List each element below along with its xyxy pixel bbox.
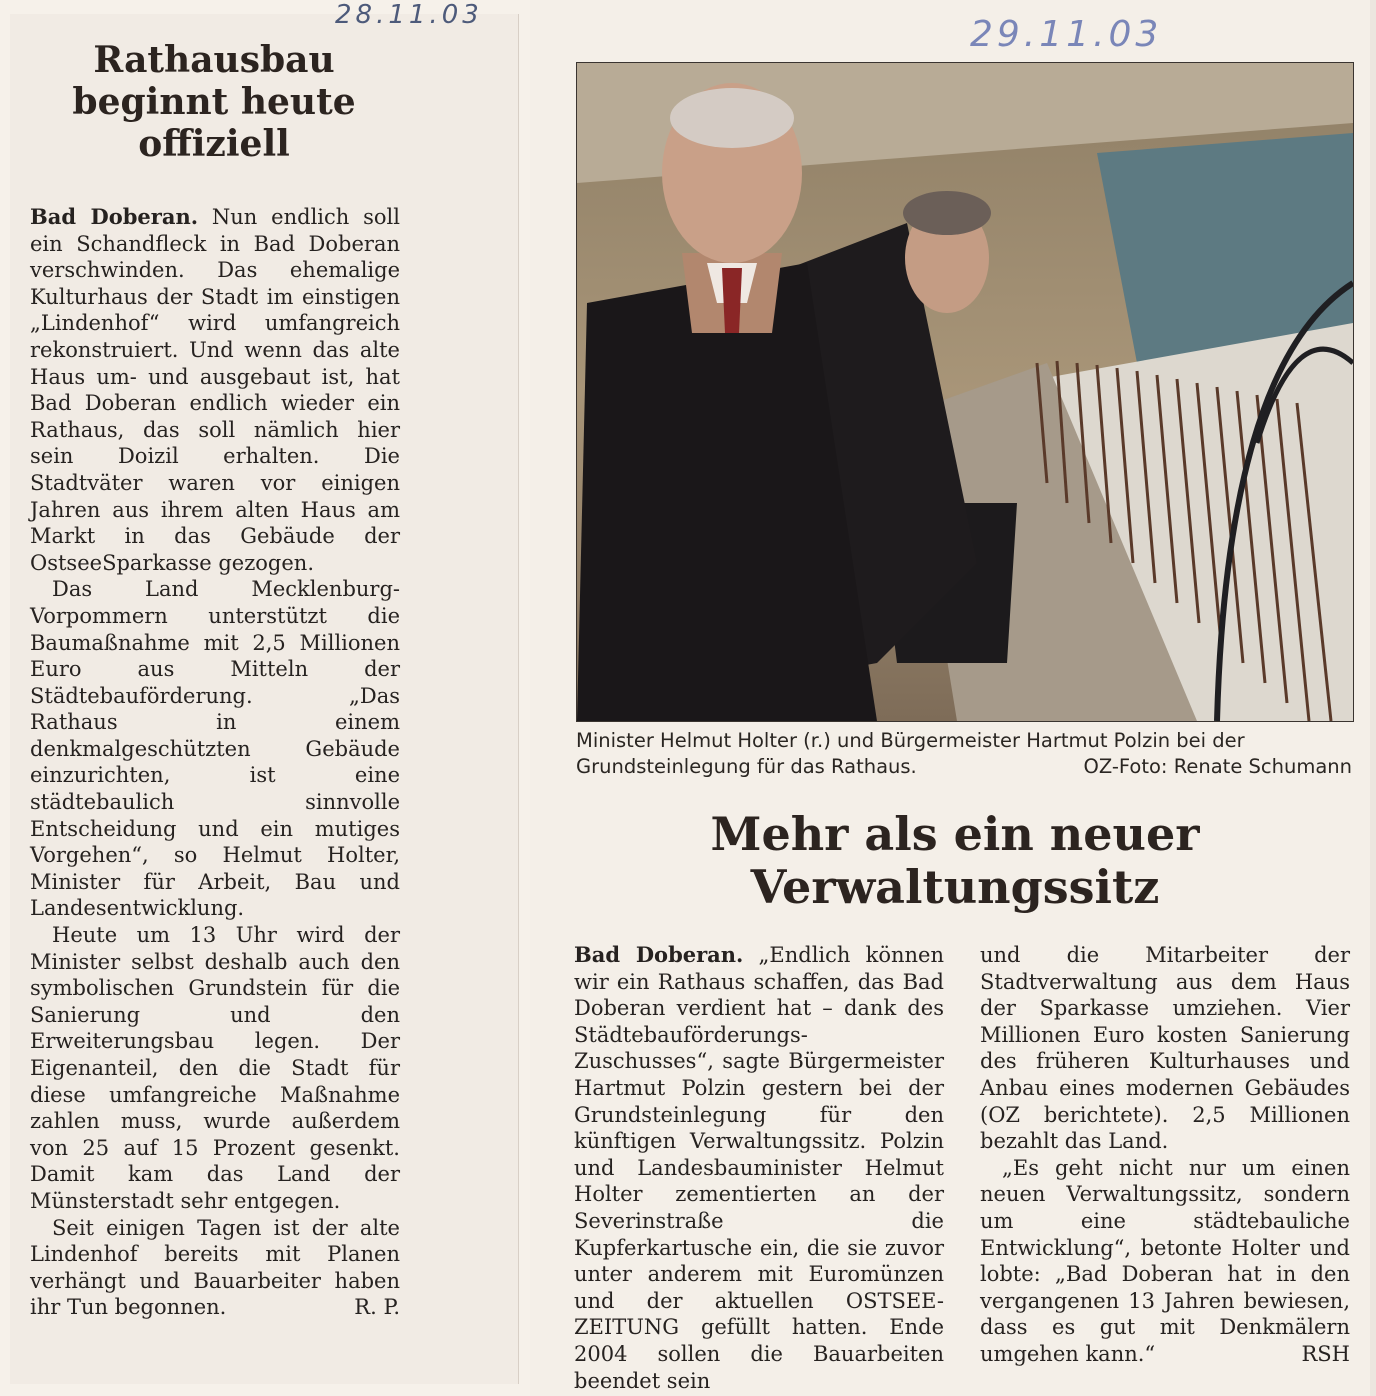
photo-caption-text: Minister Helmut Holter (r.) und Bürgermeister Hartmut Polzin bei der Grundsteinlegung für das Rathaus. [576,729,1245,778]
left-article-body [30,204,400,1321]
left-headline [26,40,402,165]
photo-illustration [577,63,1353,721]
right-column-1-text: „Endlich können wir ein Rathaus schaffen, das Bad Doberan verdient hat – dank des Städtebauförderungs-Zuschusses“, sagte Bürgermeister Hartmut Polzin gestern bei der Grundsteinlegung für den künftigen Verwaltungssitz. Polzin und Landesbauminister Helmut Holter zementierten an der Severinstraße die Kupferkartusche ein, die sie zuvor unter anderem mit Euromünzen und der aktuellen OSTSEE-ZEITUNG gefüllt hatten. Ende 2004 sollen die Bauarbeiten beendet sein [574,943,944,1393]
left-paragraph-1 [30,204,400,576]
left-paragraph-4 [30,1215,400,1321]
news-photo [576,62,1354,722]
left-headline-line-3: offiziell [138,122,290,165]
right-signature: RSH [1301,1341,1350,1366]
right-column-1-paragraph [574,942,944,1394]
right-headline-line-2: Verwaltungssitz [750,860,1160,915]
left-paragraph-2: Das Land Mecklenburg-Vorpommern unterstützt die Baumaßnahme mit 2,5 Millionen Euro aus Mitteln der Städtebauförderung. „Das Rathaus in einem denkmalgeschützten Gebäude einzurichten, ist eine städtebaulich sinnvolle Entscheidung und ein mutiges Vorgehen“, so Helmut Holter, Minister für Arbeit, Bau und Landesentwicklung. [30,577,400,921]
right-column-2-paragraph-2-text: „Es geht nicht nur um einen neuen Verwaltungssitz, sondern um eine städtebauliche Entwicklung“, betonte Holter und lobte: „Bad Doberan hat in den vergangenen 13 Jahren bewiesen, dass es gut mit Denkmälern umgehen kann.“ [980,1155,1350,1366]
right-article-column-2 [980,942,1350,1368]
right-headline [560,808,1350,915]
right-column-2-paragraph-1: und die Mitarbeiter der Stadtverwaltung aus dem Haus der Sparkasse umziehen. Vier Millionen Euro kosten Sanierung des früheren Kulturhauses und Anbau eines modernen Gebäudes (OZ berichtete). 2,5 Millionen bezahlt das Land. [980,943,1350,1154]
photo-credit: OZ-Foto: Renate Schumann [1083,755,1352,778]
left-paragraph-1-text: Nun endlich soll ein Schandfleck in Bad Doberan verschwinden. Das ehemalige Kulturhaus der Stadt im einstigen „Lindenhof“ wird umfangreich rekonstruiert. Und wenn das alte Haus um- und ausgebaut ist, hat Bad Doberan endlich wieder ein Rathaus, das soll nämlich hier sein Doizil erhalten. Die Stadtväter waren vor einigen Jahren aus ihrem alten Haus am Markt in das Gebäude der OstseeSparkasse gezogen. [30,205,400,575]
photo-caption [576,728,1352,780]
right-headline-line-1: Mehr als ein neuer [710,807,1200,861]
left-headline-line-2: beginnt heute [72,80,356,123]
left-signature: R. P. [354,1295,400,1320]
left-headline-line-1: Rathausbau [93,39,335,81]
handwritten-date-right: 29.11.03 [970,14,1163,55]
left-paragraph-4-text: Seit einigen Tagen ist der alte Lindenhof bereits mit Planen verhängt und Bauarbeiter haben ihr Tun begonnen. [30,1215,400,1320]
handwritten-date-left: 28.11.03 [335,0,483,30]
right-column-2-paragraph-2 [980,1155,1350,1368]
right-article-column-1 [574,942,944,1394]
right-dateline: Bad Doberan. [574,942,744,967]
left-dateline: Bad Doberan. [30,204,199,229]
left-paragraph-3: Heute um 13 Uhr wird der Minister selbst deshalb auch den symbolischen Grundstein für die Sanierung und den Erweiterungsbau legen. Der Eigenanteil, den die Stadt für diese umfangreiche Maßnahme zahlen muss, wurde außerdem von 25 auf 15 Prozent gesenkt. Damit kam das Land der Münsterstadt sehr entgegen. [30,923,400,1213]
